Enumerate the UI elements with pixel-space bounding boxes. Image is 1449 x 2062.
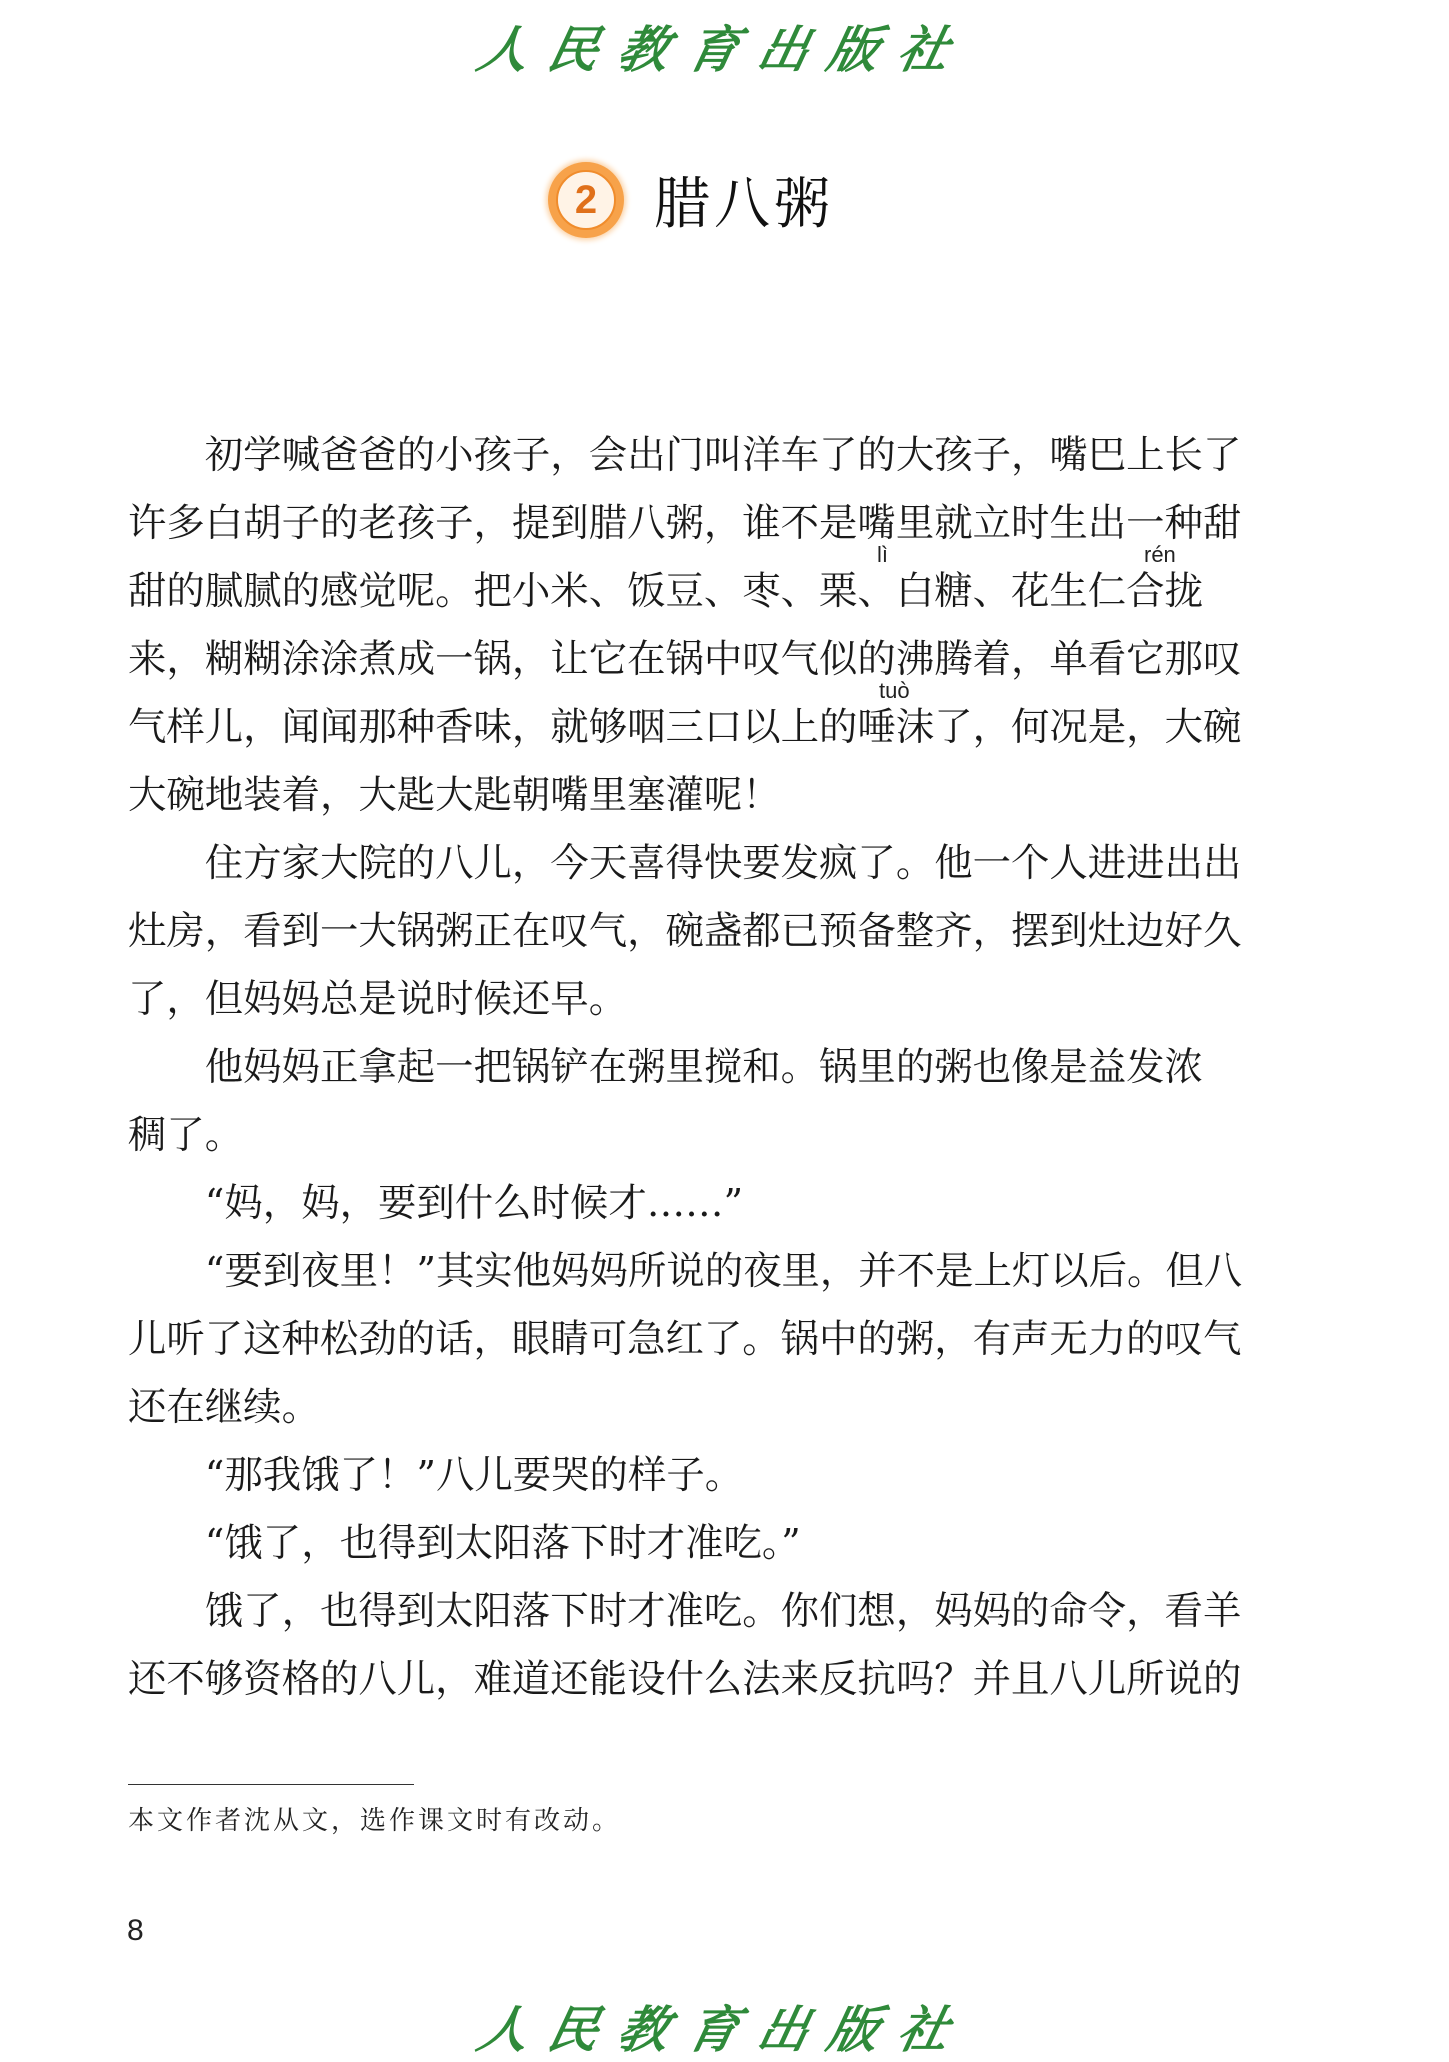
text-line: 许多白胡子的老孩子，提到腊八粥，谁不是嘴里就立时生出一种甜	[128, 501, 1242, 546]
text-line: 还在继续。	[128, 1385, 320, 1430]
publisher-logo-bottom: 人民教育出版社	[472, 2000, 976, 2059]
pinyin-annotation: rén	[1144, 542, 1176, 567]
page-number: 8	[127, 1914, 144, 1947]
lesson-body	[128, 422, 1280, 1714]
text-line: 大碗地装着，大匙大匙朝嘴里塞灌呢！	[128, 773, 781, 818]
text-line: “妈，妈，要到什么时候才……”	[128, 1181, 744, 1226]
text-line: 了，但妈妈总是说时候还早。	[128, 977, 628, 1022]
text-line: “饿了，也得到太阳落下时才准吃。”	[128, 1521, 801, 1566]
text-line: 初学喊爸爸的小孩子，会出门叫洋车了的大孩子，嘴巴上长了	[128, 433, 1242, 478]
pinyin-annotation: lì	[877, 542, 888, 567]
text-line: 灶房，看到一大锅粥正在叹气，碗盏都已预备整齐，摆到灶边好久	[128, 909, 1242, 954]
text-line-content: 甜的腻腻的感觉呢。把小米、饭豆、枣、栗、白糖、花生仁合拢	[128, 569, 1203, 614]
footnote: 本文作者沈从文，选作课文时有改动。	[128, 1806, 622, 1836]
publisher-logo-top: 人民教育出版社	[472, 20, 976, 79]
text-line: 饿了，也得到太阳落下时才准吃。你们想，妈妈的命令，看羊	[128, 1589, 1242, 1634]
text-line: 还不够资格的八儿，难道还能设什么法来反抗吗？并且八儿所说的	[128, 1657, 1242, 1702]
text-line: 稠了。	[128, 1113, 244, 1158]
text-line	[128, 542, 1280, 626]
lesson-number: 2	[556, 170, 616, 230]
text-line: “那我饿了！”八儿要哭的样子。	[128, 1453, 744, 1498]
text-line: “要到夜里！”其实他妈妈所说的夜里，并不是上灯以后。但八	[128, 1249, 1243, 1294]
text-line	[128, 678, 1280, 762]
text-line: 住方家大院的八儿，今天喜得快要发疯了。他一个人进进出出	[128, 841, 1242, 886]
text-line: 来，糊糊涂涂煮成一锅，让它在锅中叹气似的沸腾着，单看它那叹	[128, 637, 1242, 682]
text-line: 他妈妈正拿起一把锅铲在粥里搅和。锅里的粥也像是益发浓	[128, 1045, 1203, 1090]
lesson-number-badge	[548, 162, 624, 238]
text-line-content: 气样儿，闻闻那种香味，就够咽三口以上的唾沫了，何况是，大碗	[128, 705, 1242, 750]
lesson-title	[548, 160, 834, 240]
footnote-rule	[128, 1784, 414, 1785]
text-line: 儿听了这种松劲的话，眼睛可急红了。锅中的粥，有声无力的叹气	[128, 1317, 1242, 1362]
pinyin-annotation: tuò	[879, 678, 910, 703]
lesson-title-text: 腊八粥	[654, 172, 834, 237]
